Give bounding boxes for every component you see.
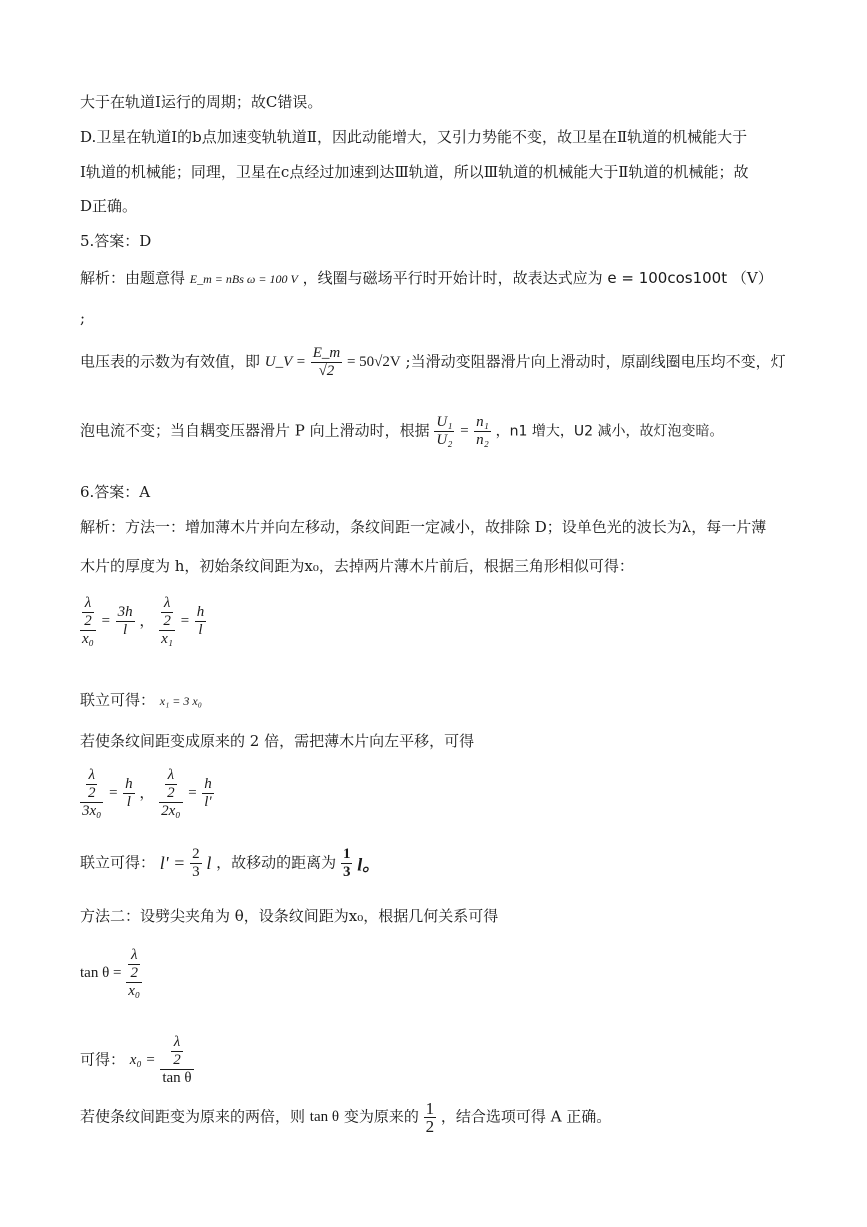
answer-6: 6.答案：A bbox=[80, 483, 151, 501]
text: ，结合选项可得 A 正确。 bbox=[440, 1107, 612, 1126]
compound-fraction bbox=[80, 767, 103, 820]
numerator: n₁ bbox=[476, 414, 489, 430]
numerator: h bbox=[125, 776, 133, 792]
compound-fraction bbox=[159, 767, 182, 820]
lambda-over-2 bbox=[171, 1034, 183, 1069]
comma: ， bbox=[139, 611, 155, 630]
text: 泡电流不变；当自耦变压器滑片 P 向上滑动时，根据 bbox=[80, 421, 430, 440]
numerator: λ bbox=[165, 767, 177, 785]
text: 联立可得： bbox=[80, 853, 156, 872]
e-expression: e = 100cos100t bbox=[607, 269, 728, 287]
denominator: x₀ bbox=[128, 983, 141, 999]
analysis-5-line2 bbox=[80, 345, 786, 380]
denominator: l bbox=[126, 794, 131, 810]
analysis-6-line2: 木片的厚度为 h，初始条纹间距为x₀，去掉两片薄木片前后，根据三角形相似可得： bbox=[80, 557, 634, 575]
numerator bbox=[80, 767, 103, 803]
analysis-6-line3: 若使条纹间距变成原来的 2 倍，需把薄木片向左平移，可得 bbox=[80, 732, 475, 750]
unit: （V） bbox=[731, 269, 773, 287]
h-over-l bbox=[123, 776, 135, 811]
comma: ， bbox=[139, 783, 155, 802]
uv-rhs: = 50√2V bbox=[346, 354, 401, 370]
one-half bbox=[424, 1100, 437, 1135]
final-line bbox=[80, 1100, 611, 1135]
denominator: √2 bbox=[318, 363, 335, 379]
numerator: λ bbox=[171, 1034, 183, 1052]
numerator: 3h bbox=[117, 604, 133, 620]
combine-1 bbox=[80, 690, 202, 711]
numerator: 1 bbox=[342, 846, 351, 862]
analysis-6-line1: 解析：方法一：增加薄木片并向左移动，条纹间距一定减小，故排除 D；设单色光的波长为λ，每一片薄 bbox=[80, 518, 767, 536]
denominator: 2x₀ bbox=[161, 803, 181, 819]
denominator: x₀ bbox=[82, 631, 94, 647]
semicolon: ; bbox=[80, 309, 86, 327]
tan-theta: tan θ bbox=[309, 1109, 340, 1125]
x1-formula: x₁ = 3 x₀ bbox=[159, 694, 202, 708]
denominator: 2 bbox=[130, 965, 138, 981]
compound-fraction bbox=[80, 595, 96, 648]
text-line: D.卫星在轨道Ⅰ的b点加速变轨轨道Ⅱ，因此动能增大，又引力势能不变，故卫星在Ⅱ轨道的机械能大于 bbox=[80, 128, 748, 146]
equals: = bbox=[187, 785, 198, 801]
numerator: λ bbox=[86, 767, 98, 785]
denominator: tan θ bbox=[162, 1070, 192, 1086]
lambda-over-2 bbox=[82, 595, 94, 630]
denominator: 2 bbox=[425, 1117, 435, 1136]
denominator: 2 bbox=[87, 785, 96, 801]
analysis-5-line1 bbox=[80, 268, 773, 289]
numerator: λ bbox=[82, 595, 94, 613]
text: ，线圈与磁场平行时开始计时，故表达式应为 bbox=[302, 269, 603, 287]
combine-2 bbox=[80, 846, 380, 881]
text: 变为原来的 bbox=[343, 1107, 419, 1126]
text: 可得： bbox=[80, 1050, 126, 1069]
equals: = bbox=[108, 785, 119, 801]
n-ratio bbox=[474, 414, 491, 449]
numerator: h bbox=[196, 604, 205, 620]
3h-over-l bbox=[116, 604, 135, 639]
numerator: 1 bbox=[425, 1099, 435, 1118]
numerator: h bbox=[204, 776, 212, 792]
answer-5: 5.答案：D bbox=[80, 232, 152, 250]
compound-fraction bbox=[126, 947, 142, 1000]
numerator: U₁ bbox=[436, 414, 453, 430]
lambda-over-2 bbox=[86, 767, 98, 802]
equals: = bbox=[100, 613, 111, 629]
numerator: 2 bbox=[192, 846, 200, 862]
text: ;当滑动变阻器滑片向上滑动时，原副线圈电压均不变，灯 bbox=[405, 352, 786, 371]
denominator: n₂ bbox=[476, 432, 489, 448]
em-over-sqrt2 bbox=[311, 345, 343, 380]
numerator: λ bbox=[161, 595, 173, 613]
one-third bbox=[341, 846, 353, 881]
numerator: λ bbox=[128, 947, 140, 965]
similar-triangle-eqs-1 bbox=[80, 595, 206, 648]
analysis-5-line3 bbox=[80, 414, 724, 449]
text-line: Ⅰ轨道的机械能；同理，卫星在c点经过加速到达Ⅲ轨道，所以Ⅲ轨道的机械能大于Ⅱ轨道的机械能；故 bbox=[80, 163, 749, 181]
text-line: 大于在轨道Ⅰ运行的周期；故C错误。 bbox=[80, 93, 323, 111]
denominator: l' bbox=[204, 794, 212, 810]
two-thirds bbox=[190, 846, 202, 881]
x0-eq bbox=[80, 1034, 194, 1087]
lambda-over-2 bbox=[128, 947, 140, 982]
denominator: l bbox=[122, 622, 128, 638]
denominator: 3 bbox=[342, 864, 351, 880]
l-prime-lhs: l' = bbox=[159, 853, 186, 873]
lambda-over-2 bbox=[161, 595, 173, 630]
text: ，故移动的距离为 bbox=[216, 853, 337, 872]
l-symbol: l bbox=[206, 853, 212, 873]
h-over-l-prime bbox=[202, 776, 214, 811]
denominator: 2 bbox=[173, 1052, 181, 1068]
numerator bbox=[126, 947, 142, 983]
tan-theta-lhs: tan θ = bbox=[80, 965, 122, 981]
denominator: 3x₀ bbox=[82, 803, 102, 819]
compound-fraction bbox=[160, 1034, 193, 1087]
denominator: U₂ bbox=[436, 432, 453, 448]
numerator bbox=[160, 1034, 193, 1070]
equals: = bbox=[459, 423, 470, 439]
h-over-l bbox=[195, 604, 207, 639]
compound-fraction bbox=[159, 595, 175, 648]
denominator: 2 bbox=[163, 613, 171, 629]
uv-lhs: U_V = bbox=[264, 354, 306, 370]
x0-lhs: x₀ = bbox=[129, 1052, 156, 1068]
text: ，n1 增大，U2 减小，故灯泡变暗。 bbox=[495, 423, 724, 440]
u-ratio bbox=[434, 414, 454, 449]
numerator bbox=[159, 767, 182, 803]
equals: = bbox=[179, 613, 190, 629]
text: 解析：由题意得 bbox=[80, 269, 186, 287]
denominator: l bbox=[198, 622, 203, 638]
denominator: 2 bbox=[84, 613, 92, 629]
l-symbol: l。 bbox=[357, 854, 381, 875]
denominator: x₁ bbox=[161, 631, 174, 647]
lambda-over-2 bbox=[165, 767, 177, 802]
text: 联立可得： bbox=[80, 691, 156, 709]
numerator bbox=[80, 595, 96, 631]
similar-triangle-eqs-2 bbox=[80, 767, 214, 820]
text: 电压表的示数为有效值，即 bbox=[80, 352, 261, 371]
tan-theta-eq bbox=[80, 947, 142, 1000]
numerator: E_m bbox=[312, 345, 341, 361]
denominator: 3 bbox=[192, 864, 200, 880]
text-line: D正确。 bbox=[80, 197, 138, 215]
denominator: 2 bbox=[167, 785, 175, 801]
text: 若使条纹间距变为原来的两倍，则 bbox=[80, 1107, 306, 1126]
numerator bbox=[159, 595, 175, 631]
method-2-line1: 方法二：设劈尖夹角为 θ，设条纹间距为x₀，根据几何关系可得 bbox=[80, 907, 499, 925]
em-formula: E_m = nBs ω = 100 V bbox=[189, 272, 298, 286]
